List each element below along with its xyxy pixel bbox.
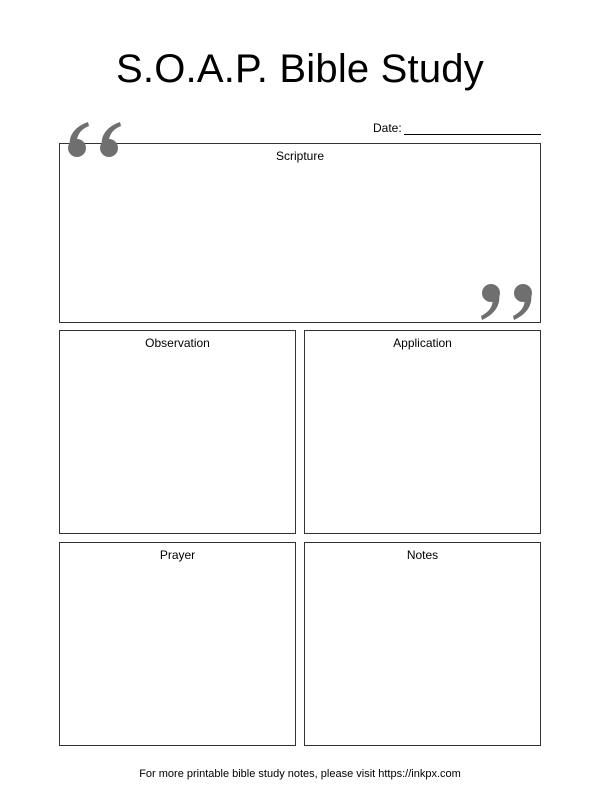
notes-box[interactable] <box>304 542 541 746</box>
observation-box[interactable] <box>59 330 296 534</box>
observation-label: Observation <box>145 336 210 350</box>
prayer-box[interactable] <box>59 542 296 746</box>
open-quote-icon <box>64 118 128 162</box>
notes-label: Notes <box>406 548 439 562</box>
application-label: Application <box>393 336 452 350</box>
page-title: S.O.A.P. Bible Study <box>116 47 484 91</box>
date-line[interactable] <box>404 122 541 135</box>
date-label: Date: <box>373 121 402 135</box>
close-quote-icon <box>479 280 539 324</box>
prayer-label: Prayer <box>159 548 196 562</box>
application-box[interactable] <box>304 330 541 534</box>
date-field[interactable] <box>373 117 541 135</box>
footer-note: For more printable bible study notes, please visit https://inkpx.com <box>139 768 461 780</box>
scripture-box[interactable] <box>59 143 541 323</box>
scripture-label: Scripture <box>275 149 325 163</box>
